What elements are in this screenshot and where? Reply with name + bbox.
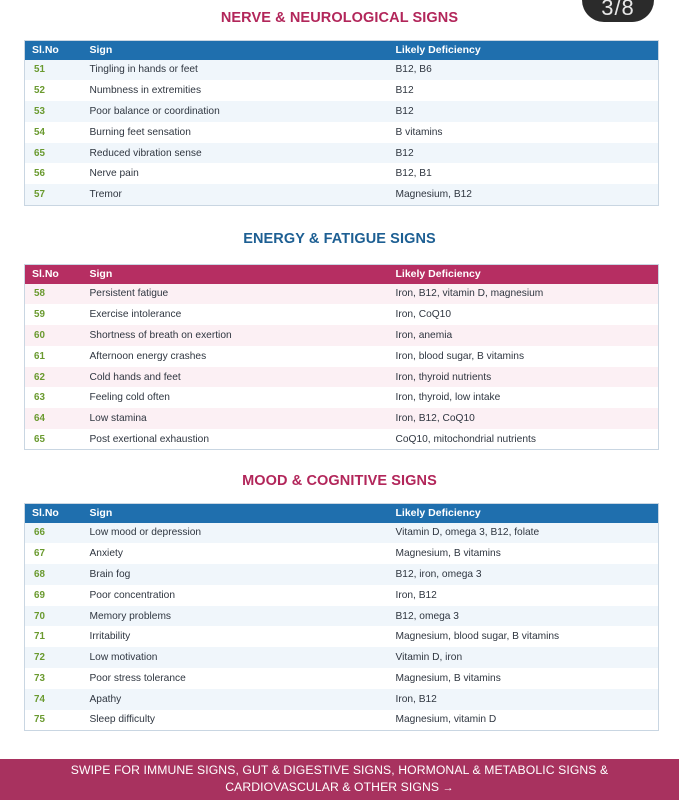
row-sign: Poor stress tolerance [83, 668, 389, 689]
row-sign: Afternoon energy crashes [83, 346, 389, 367]
arrow-right-icon: → [442, 782, 454, 794]
row-deficiency: B12 [389, 101, 659, 122]
row-deficiency: Magnesium, blood sugar, B vitamins [389, 626, 659, 647]
column-header-sl-no: Sl.No [25, 504, 83, 523]
table-row [25, 710, 659, 731]
row-deficiency: Vitamin D, omega 3, B12, folate [389, 523, 659, 544]
row-sign: Post exertional exhaustion [83, 429, 389, 450]
section-title-mood: MOOD & COGNITIVE SIGNS [242, 473, 437, 489]
table-row [25, 408, 659, 429]
table-row [25, 60, 659, 81]
row-sign: Sleep difficulty [83, 710, 389, 731]
row-deficiency: Iron, CoQ10 [389, 304, 659, 325]
row-sign: Low mood or depression [83, 523, 389, 544]
row-sign: Apathy [83, 689, 389, 710]
table-row [25, 304, 659, 325]
row-sign: Poor balance or coordination [83, 101, 389, 122]
row-number: 56 [25, 163, 83, 184]
table-row [25, 689, 659, 710]
row-number: 65 [25, 429, 83, 450]
row-deficiency: B12, iron, omega 3 [389, 564, 659, 585]
row-number: 66 [25, 523, 83, 544]
row-deficiency: Magnesium, B12 [389, 184, 659, 205]
row-deficiency: Vitamin D, iron [389, 647, 659, 668]
row-number: 70 [25, 606, 83, 627]
table-row [25, 626, 659, 647]
energy-signs-table [24, 264, 659, 450]
row-number: 60 [25, 325, 83, 346]
table-header-row [25, 504, 659, 523]
footer-line-2-wrap [0, 779, 679, 797]
row-sign: Exercise intolerance [83, 304, 389, 325]
table-row [25, 523, 659, 544]
row-deficiency: Iron, B12 [389, 689, 659, 710]
table-row [25, 101, 659, 122]
row-number: 64 [25, 408, 83, 429]
row-deficiency: Iron, anemia [389, 325, 659, 346]
row-sign: Tingling in hands or feet [83, 60, 389, 81]
row-deficiency: Iron, blood sugar, B vitamins [389, 346, 659, 367]
table-row [25, 163, 659, 184]
table-header-row [25, 265, 659, 284]
row-sign: Tremor [83, 184, 389, 205]
row-deficiency: Iron, thyroid nutrients [389, 367, 659, 388]
row-deficiency: Iron, B12, vitamin D, magnesium [389, 284, 659, 305]
row-sign: Memory problems [83, 606, 389, 627]
row-sign: Anxiety [83, 543, 389, 564]
row-number: 65 [25, 143, 83, 164]
row-deficiency: Iron, thyroid, low intake [389, 387, 659, 408]
row-sign: Poor concentration [83, 585, 389, 606]
row-deficiency: Magnesium, vitamin D [389, 710, 659, 731]
row-number: 69 [25, 585, 83, 606]
table-row [25, 564, 659, 585]
table-row [25, 647, 659, 668]
row-deficiency: B12, B1 [389, 163, 659, 184]
row-number: 58 [25, 284, 83, 305]
table-row [25, 543, 659, 564]
section-title-energy: ENERGY & FATIGUE SIGNS [243, 231, 436, 247]
energy-table-body [25, 284, 659, 450]
row-deficiency: B12, B6 [389, 60, 659, 81]
table-row [25, 122, 659, 143]
row-sign: Low stamina [83, 408, 389, 429]
nerve-signs-table [24, 40, 659, 206]
row-sign: Burning feet sensation [83, 122, 389, 143]
row-number: 74 [25, 689, 83, 710]
row-deficiency: Iron, B12 [389, 585, 659, 606]
section-title-nerve: NERVE & NEUROLOGICAL SIGNS [220, 10, 459, 26]
table-row [25, 668, 659, 689]
table-row [25, 143, 659, 164]
page-indicator-badge: 3/8 [582, 0, 654, 22]
table-row [25, 80, 659, 101]
table-row [25, 606, 659, 627]
row-number: 73 [25, 668, 83, 689]
row-sign: Irritability [83, 626, 389, 647]
column-header-sl-no: Sl.No [25, 265, 83, 284]
table-row [25, 387, 659, 408]
row-number: 62 [25, 367, 83, 388]
row-number: 61 [25, 346, 83, 367]
footer-line-2: CARDIOVASCULAR & OTHER SIGNS [225, 780, 440, 794]
row-deficiency: B12, omega 3 [389, 606, 659, 627]
row-sign: Brain fog [83, 564, 389, 585]
row-number: 63 [25, 387, 83, 408]
table-row [25, 325, 659, 346]
row-number: 68 [25, 564, 83, 585]
row-deficiency: Magnesium, B vitamins [389, 668, 659, 689]
row-sign: Reduced vibration sense [83, 143, 389, 164]
row-deficiency: B vitamins [389, 122, 659, 143]
row-number: 67 [25, 543, 83, 564]
table-row [25, 184, 659, 205]
row-number: 52 [25, 80, 83, 101]
column-header-sign: Sign [83, 504, 389, 523]
row-number: 53 [25, 101, 83, 122]
table-row [25, 367, 659, 388]
mood-signs-table [24, 503, 659, 731]
nerve-table-body [25, 60, 659, 206]
row-deficiency: B12 [389, 143, 659, 164]
row-number: 75 [25, 710, 83, 731]
mood-table-body [25, 523, 659, 731]
row-deficiency: CoQ10, mitochondrial nutrients [389, 429, 659, 450]
swipe-footer-banner[interactable] [0, 759, 679, 800]
row-sign: Persistent fatigue [83, 284, 389, 305]
row-sign: Low motivation [83, 647, 389, 668]
row-number: 54 [25, 122, 83, 143]
table-row [25, 284, 659, 305]
table-header-row [25, 41, 659, 60]
row-deficiency: Magnesium, B vitamins [389, 543, 659, 564]
column-header-sl-no: Sl.No [25, 41, 83, 60]
table-row [25, 585, 659, 606]
footer-line-1: SWIPE FOR IMMUNE SIGNS, GUT & DIGESTIVE SIGNS, HORMONAL & METABOLIC SIGNS & [70, 763, 609, 777]
row-sign: Shortness of breath on exertion [83, 325, 389, 346]
row-number: 72 [25, 647, 83, 668]
column-header-deficiency: Likely Deficiency [389, 504, 659, 523]
row-deficiency: Iron, B12, CoQ10 [389, 408, 659, 429]
row-deficiency: B12 [389, 80, 659, 101]
table-row [25, 429, 659, 450]
row-number: 71 [25, 626, 83, 647]
column-header-deficiency: Likely Deficiency [389, 41, 659, 60]
row-number: 57 [25, 184, 83, 205]
column-header-sign: Sign [83, 265, 389, 284]
column-header-deficiency: Likely Deficiency [389, 265, 659, 284]
row-sign: Nerve pain [83, 163, 389, 184]
row-sign: Numbness in extremities [83, 80, 389, 101]
row-sign: Cold hands and feet [83, 367, 389, 388]
column-header-sign: Sign [83, 41, 389, 60]
row-number: 51 [25, 60, 83, 81]
row-sign: Feeling cold often [83, 387, 389, 408]
row-number: 59 [25, 304, 83, 325]
table-row [25, 346, 659, 367]
